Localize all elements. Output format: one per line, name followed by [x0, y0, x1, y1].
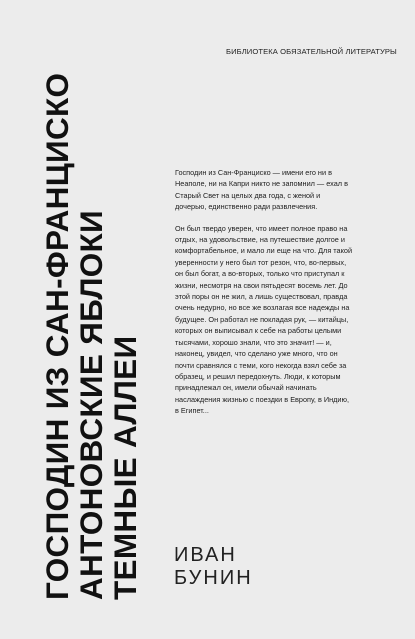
vertical-title-block — [40, 35, 143, 600]
author-last-name: БУНИН — [174, 567, 253, 589]
title-line-2: АНТОНОВСКИЕ ЯБЛОКИ — [73, 210, 109, 600]
series-name: БИБЛИОТЕКА ОБЯЗАТЕЛЬНОЙ ЛИТЕРАТУРЫ — [226, 47, 397, 56]
excerpt-paragraph-1: Господин из Сан-Франциско — имени его ни в Неаполе, ни на Капри никто не запомнил — ехал в Старый Свет на целых два года, с женой и дочерью, единственно ради развлечения. — [175, 168, 348, 212]
title-line-1: ГОСПОДИН ИЗ САН-ФРАНЦИСКО — [39, 72, 75, 600]
excerpt-paragraph-2: Он был твердо уверен, что имеет полное право на отдых, на удовольствие, на путешествие долгое и комфортабельное, и мало ли еще на что. Для такой уверенности у него был тот резон, что, во-первых, он был богат, а во-вторых, только что приступал к жизни, несмотря на свои пятьдесят восемь лет. До этой поры он не жил, а лишь существовал, правда очень недурно, но все же возлагая все надежды на будущее. Он работал не покладая рук, — китайцы, которых он выписывал к себе на работы целыми тысячами, хорошо знали, что это значит! — и, наконец, увидел, что сделано уже много, что он почти сравнялся с теми, кого некогда взял себе за образец, и решил передохнуть. Люди, к которым принадлежал он, имели обычай начинать наслаждения жизнью с поездки в Европу, в Индию, в Египет... — [175, 223, 353, 416]
author-first-name: ИВАН — [174, 544, 237, 566]
author-name — [174, 544, 253, 590]
title-line-3: ТЕМНЫЕ АЛЛЕИ — [107, 335, 143, 600]
excerpt-text — [175, 167, 353, 427]
